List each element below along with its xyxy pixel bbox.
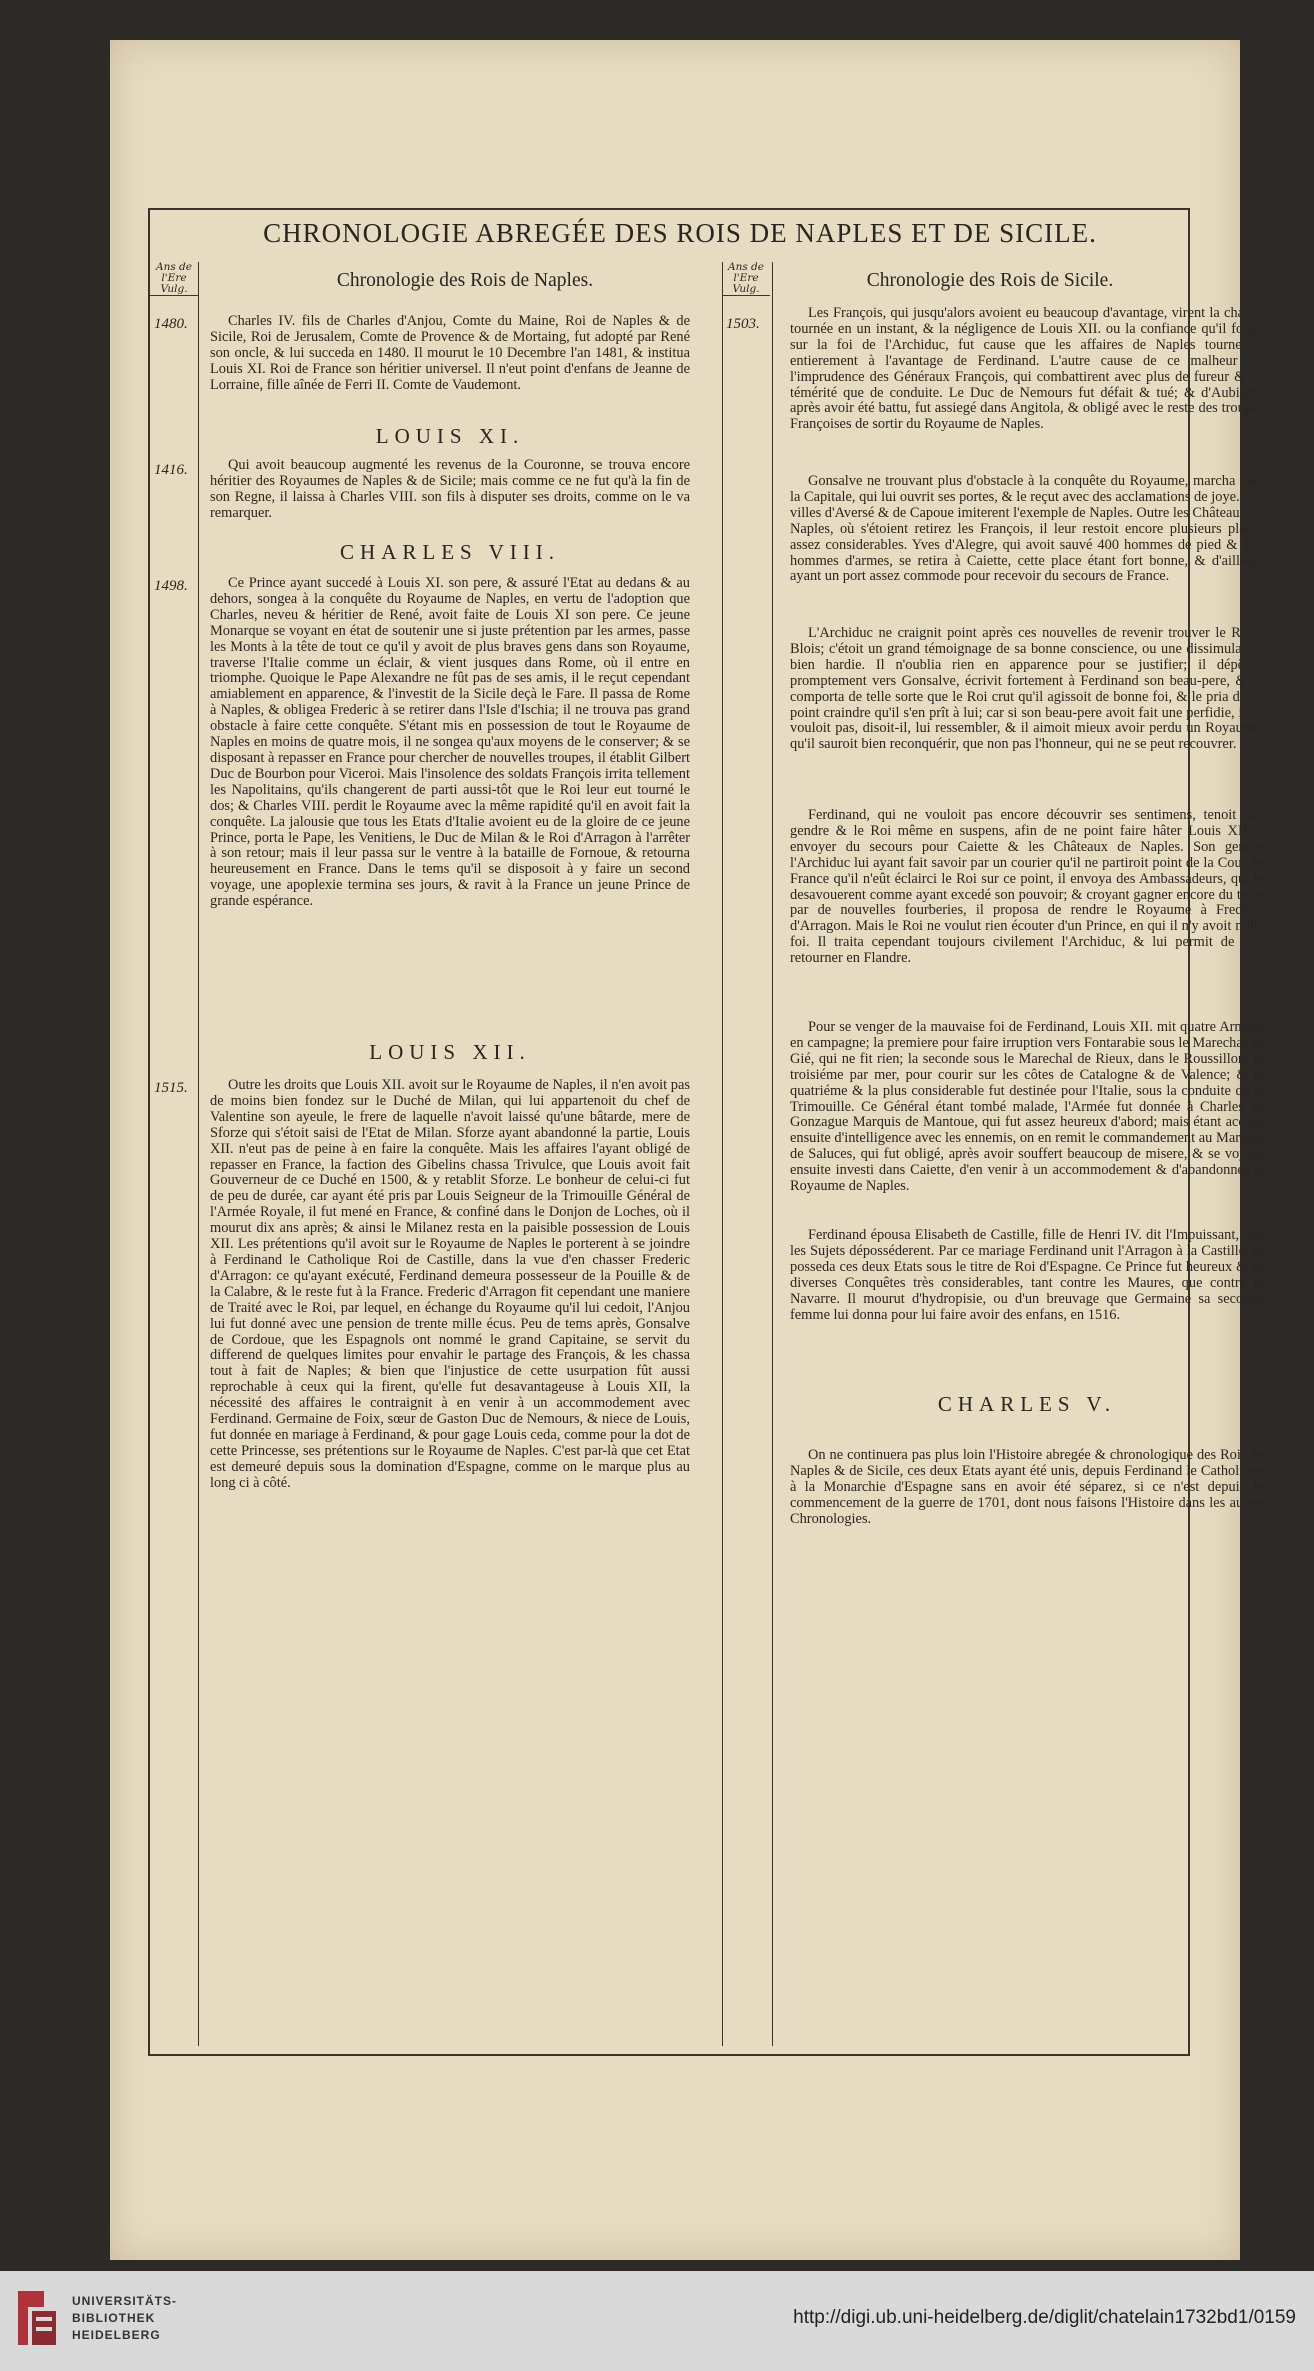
- heading-louis-xi: LOUIS XI.: [375, 424, 525, 448]
- university-logo-text: UNIVERSITÄTS- BIBLIOTHEK HEIDELBERG: [72, 2294, 178, 2342]
- university-logo-icon: [14, 2287, 60, 2349]
- right-margin-rule: [772, 262, 773, 2046]
- paragraph-louis-xii: Outre les droits que Louis XII. avoit sur le Royaume de Naples, il n'en avoit pas de moins bien fondez sur le Duché de Milan, qui lui appartenoit du chef de Valentine son ayeule, le frere de laquelle n'avoit laissé qu'une bâtarde, mere de Sforze qui s'étoit saisi de l'Etat de Milan. Sforze ayant abandonné la partie, Louis XII. n'eut pas de peine à en faire la conquête. Mais les affaires l'ayant obligé de repasser en France, la faction des Gibelins chassa Trivulce, que Louis avoit fait Gouverneur de ce Duché en 1500, & y retablit Sforze. Le bonheur de celui-ci fut de peu de durée, car ayant été pris par Louis Seigneur de la Trimouille Général de l'Armée Royale, il fut mené en France, & confiné dans le Donjon de Loches, où il mourut dix ans après; & ainsi le Milanez resta en la paisible possession de Louis XII. Les prétentions qu'il avoit sur le Royaume de Naples le porterent à se joindre à Ferdinand le Catholique Roi de Castille, dans la vue d'en chasser Frederic d'Arragon: ce qu'ayant exécuté, Ferdinand demeura possesseur de la Pouille & de la Calabre, & le reste fut à la France. Frederic d'Arragon fit cependant une maniere de Traité avec le Roi, par lequel, en échange du Royaume qu'il lui cedoit, l'Anjou lui fut donné avec une pension de trente mille écus. Peu de tems après, Gonsalve de Cordoue, que les Espagnols ont nommé le grand Capitaine, se servit du differend de quelques limites pour envahir le partage des François, & les chassa tout à fait de Naples; & bien que l'injustice de cette usurpation fût aussi reprochable à ceux qui la firent, qu'elle fut desavantageuse à Louis XII, la nécessité des affaires le contraignit à en venir à un accommodement avec Ferdinand. Germaine de Foix, sœur de Gaston Duc de Nemours, & niece de Louis, fut donnée en mariage à Ferdinand, & pour gage Louis ceda, comme pour la dot de cette Princesse, ses prétentions sur le Royaume de Naples. C'est par-là que cet Etat est demeuré depuis sous la domination d'Espagne, comme on le marque plus au long ci à côté.: [210, 1077, 690, 1491]
- center-divider: [722, 262, 723, 2046]
- heading-charles-v: CHARLES V.: [937, 1392, 1117, 1416]
- left-era-header: Ans de l'Ere Vulg.: [150, 262, 198, 296]
- paragraph-right-4: Ferdinand, qui ne vouloit pas encore découvrir ses sentimens, tenoit son gendre & le Roi même en suspens, afin de ne point faire hâter Louis XII. à envoyer du secours pour Caiette & les Châteaux de Naples. Son gendre l'Archiduc lui ayant fait savoir par un courier qu'il ne partiroit point de la Cour de France qu'il n'eût éclairci le Roi sur ce point, il envoya des Ambassadeurs, qui le desavouerent comme ayant excedé son pouvoir; & croyant gagner encore du tems par de nouvelles fourberies, il proposa de rendre le Royaume à Frederic d'Arragon. Mais le Roi ne voulut rien écouter d'un Prince, en qui il n'y avoit nulle foi. Il traita cependant toujours civilement l'Archiduc, & lui permit de s'en retourner en Flandre.: [790, 807, 1264, 967]
- left-column-title: Chronologie des Rois de Naples.: [336, 270, 594, 291]
- paragraph-right-6: Ferdinand épousa Elisabeth de Castille, fille de Henri IV. dit l'Impuissant, que les Sujets déposséderent. Par ce mariage Ferdinand unit l'Arragon à la Castille, & posseda ces deux Etats sous le titre de Roi d'Espagne. Ce Prince fut heureux & fit diverses Conquêtes très considerables, tant contre les Maures, que contre la Navarre. Il mourut d'hydropisie, ou d'un breuvage que Germaine sa seconde femme lui donna pour lui faire avoir des enfans, en 1516.: [790, 1227, 1264, 1323]
- footer-bar: [0, 2271, 1314, 2371]
- paragraph-right-7: On ne continuera pas plus loin l'Histoire abregée & chronologique des Rois de Naples & de Sicile, ces deux Etats ayant été unis, depuis Ferdinand le Catholique à la Monarchie d'Espagne sans en avoir été séparez, si ce n'est depuis le commencement de la guerre de 1701, dont nous faisons l'Histoire dans les autres Chronologies.: [790, 1447, 1264, 1527]
- year-1515: 1515.: [154, 1080, 188, 1096]
- right-column-title: Chronologie des Rois de Sicile.: [866, 270, 1114, 291]
- heading-charles-viii: CHARLES VIII.: [340, 540, 560, 564]
- paragraph-right-5: Pour se venger de la mauvaise foi de Ferdinand, Louis XII. mit quatre Armées en campagne; la premiere pour faire irruption vers Fontarabie sous le Marechal de Gié, qui ne fit rien; la seconde sous le Marechal de Rieux, dans le Roussillon; la troisiéme par mer, pour courir sur les côtes de Catalogne & de Valence; & la quatriéme & la plus considerable fut destinée pour l'Italie, sous la conduite de la Trimouille. Ce Général étant tombé malade, l'Armée fut donnée à Charles de Gonzague Marquis de Mantoue, qui fut assez heureux d'abord; mais étant accusé ensuite d'intelligence avec les ennemis, on en remit le commandement au Marquis de Saluces, qui fut obligé, après avoir souffert beaucoup de misere, & se voyant ensuite investi dans Caiette, d'en venir à un accommodement & d'abandonner le Royaume de Naples.: [790, 1019, 1264, 1195]
- paragraph-right-1: Les François, qui jusqu'alors avoient eu beaucoup d'avantage, virent la chance tournée en un instant, & la négligence de Louis XII. ou la confiance qu'il fonda sur la foi de l'Archiduc, fut cause que les affaires de Naples tournerent entierement à l'avantage de Ferdinand. L'autre cause de ce malheur fut l'imprudence des Généraux François, qui combattirent avec plus de fureur & de témérité que de conduite. Le Duc de Nemours fut défait & tué; & d'Aubigny, après avoir été battu, fut assiegé dans Angitola, & obligé avec le reste des troupes Françoises de sortir du Royaume de Naples.: [790, 305, 1264, 433]
- year-1480: 1480.: [154, 316, 188, 332]
- year-1503: 1503.: [726, 316, 760, 332]
- paragraph-right-3: L'Archiduc ne craignit point après ces nouvelles de revenir trouver le Roi à Blois; c'étoit un grand témoignage de sa bonne conscience, ou une dissimulation bien hardie. Il n'oublia rien en apparence pour se justifier; il dépêcha promptement vers Gonsalve, écrivit fortement à Ferdinand son beau-pere, & se comporta de telle sorte que le Roi crut qu'il agissoit de bonne foi, & le pria de ne point craindre qu'il s'en prît à lui; car si son beau-pere avoit fait une perfidie, il ne vouloit pas, disoit-il, lui ressembler, & il aimoit mieux avoir perdu un Royaume, qu'il sauroit bien reconquérir, que non pas l'honneur, qui ne se peut recouvrer.: [790, 625, 1264, 753]
- paragraph-charles-viii: Ce Prince ayant succedé à Louis XI. son pere, & assuré l'Etat au dedans & au dehors, songea à la conquête du Royaume de Naples, en vertu de l'adoption que Charles, neveu & héritier de René, avoit faite de Louis XI son pere. Ce jeune Monarque se voyant en état de soutenir une si juste prétention par les armes, passe les Monts à la tête de tout ce qu'il y avoit de plus braves gens dans son Royaume, traverse l'Italie comme un éclair, & vient jusques dans Rome, où il entre en triomphe. Quoique le Pape Alexandre ne fût pas de ses amis, il le reçut cependant amiablement en apparence, & l'investit de la Sicile deçà le Fare. Il passa de Rome à Naples, & obligea Frederic à se retirer dans l'Isle d'Ischia; il ne trouva pas grand obstacle à faire cette conquête. S'étant mis en possession de tout le Royaume de Naples en moins de quatre mois, il ne songea qu'aux moyens de le conserver; & se disposant à repasser en France pour chercher de nouvelles troupes, il établit Gilbert Duc de Bourbon pour Viceroi. Mais l'insolence des soldats François irrita tellement les Napolitains, qu'ils changerent de parti aussi-tôt que le Roi leur eut tourné le dos; & Charles VIII. perdit le Royaume avec la même rapidité qu'il en avoit fait la conquête. La jalousie que tous les Etats d'Italie avoient eu de la gloire de ce jeune Prince, porta le Pape, les Venitiens, le Duc de Milan & le Roi d'Arragon à l'arrêter à son retour; mais il leur passa sur le ventre à la bataille de Fornoue, & retourna heureusement en France. Dans le tems qu'il se disposoit à y faire un second voyage, une apoplexie termina ses jours, & ravit à la France un jeune Prince de grande espérance.: [210, 575, 690, 910]
- heading-louis-xii: LOUIS XII.: [369, 1040, 531, 1064]
- paragraph-louis-xi: Qui avoit beaucoup augmenté les revenus de la Couronne, se trouva encore héritier des Royaumes de Naples & de Sicile; mais comme ce ne fut qu'à la fin de son Regne, il laissa à Charles VIII. son fils à disputer ses droits, comme on le va remarquer.: [210, 457, 690, 521]
- source-url-link[interactable]: http://digi.ub.uni-heidelberg.de/diglit/chatelain1732bd1/0159: [793, 2307, 1296, 2328]
- left-margin-rule: [198, 262, 199, 2046]
- paragraph-right-2: Gonsalve ne trouvant plus d'obstacle à la conquête du Royaume, marcha vers la Capitale, qui lui ouvrit ses portes, & le reçut avec des acclamations de joye. Les villes d'Aversé & de Capoue imiterent l'exemple de Naples. Outre les Châteaux de Naples, où s'étoient retirez les François, il leur restoit encore plusieurs places assez considerables. Yves d'Alegre, qui avoit sauvé 400 hommes de pied & 400 hommes d'armes, se retira à Caiette, cette place étant fort bonne, & d'ailleurs ayant un port assez commode pour recevoir du secours de France.: [790, 473, 1264, 585]
- paragraph-charles-iv: Charles IV. fils de Charles d'Anjou, Comte du Maine, Roi de Naples & de Sicile, Roi de Jerusalem, Comte de Provence & de Mortaing, fut adopté par René son oncle, & lui succeda en 1480. Il mourut le 10 Decembre l'an 1481, & institua Louis XI. Roi de France son héritier universel. Il n'eut point d'enfans de Jeanne de Lorraine, fille aînée de Ferri II. Comte de Vaudemont.: [210, 313, 690, 393]
- year-1416: 1416.: [154, 462, 188, 478]
- right-era-header: Ans de l'Ere Vulg.: [722, 262, 770, 296]
- year-1498: 1498.: [154, 578, 188, 594]
- page-title: CHRONOLOGIE ABREGÉE DES ROIS DE NAPLES ET DE SICILE.: [263, 218, 1097, 248]
